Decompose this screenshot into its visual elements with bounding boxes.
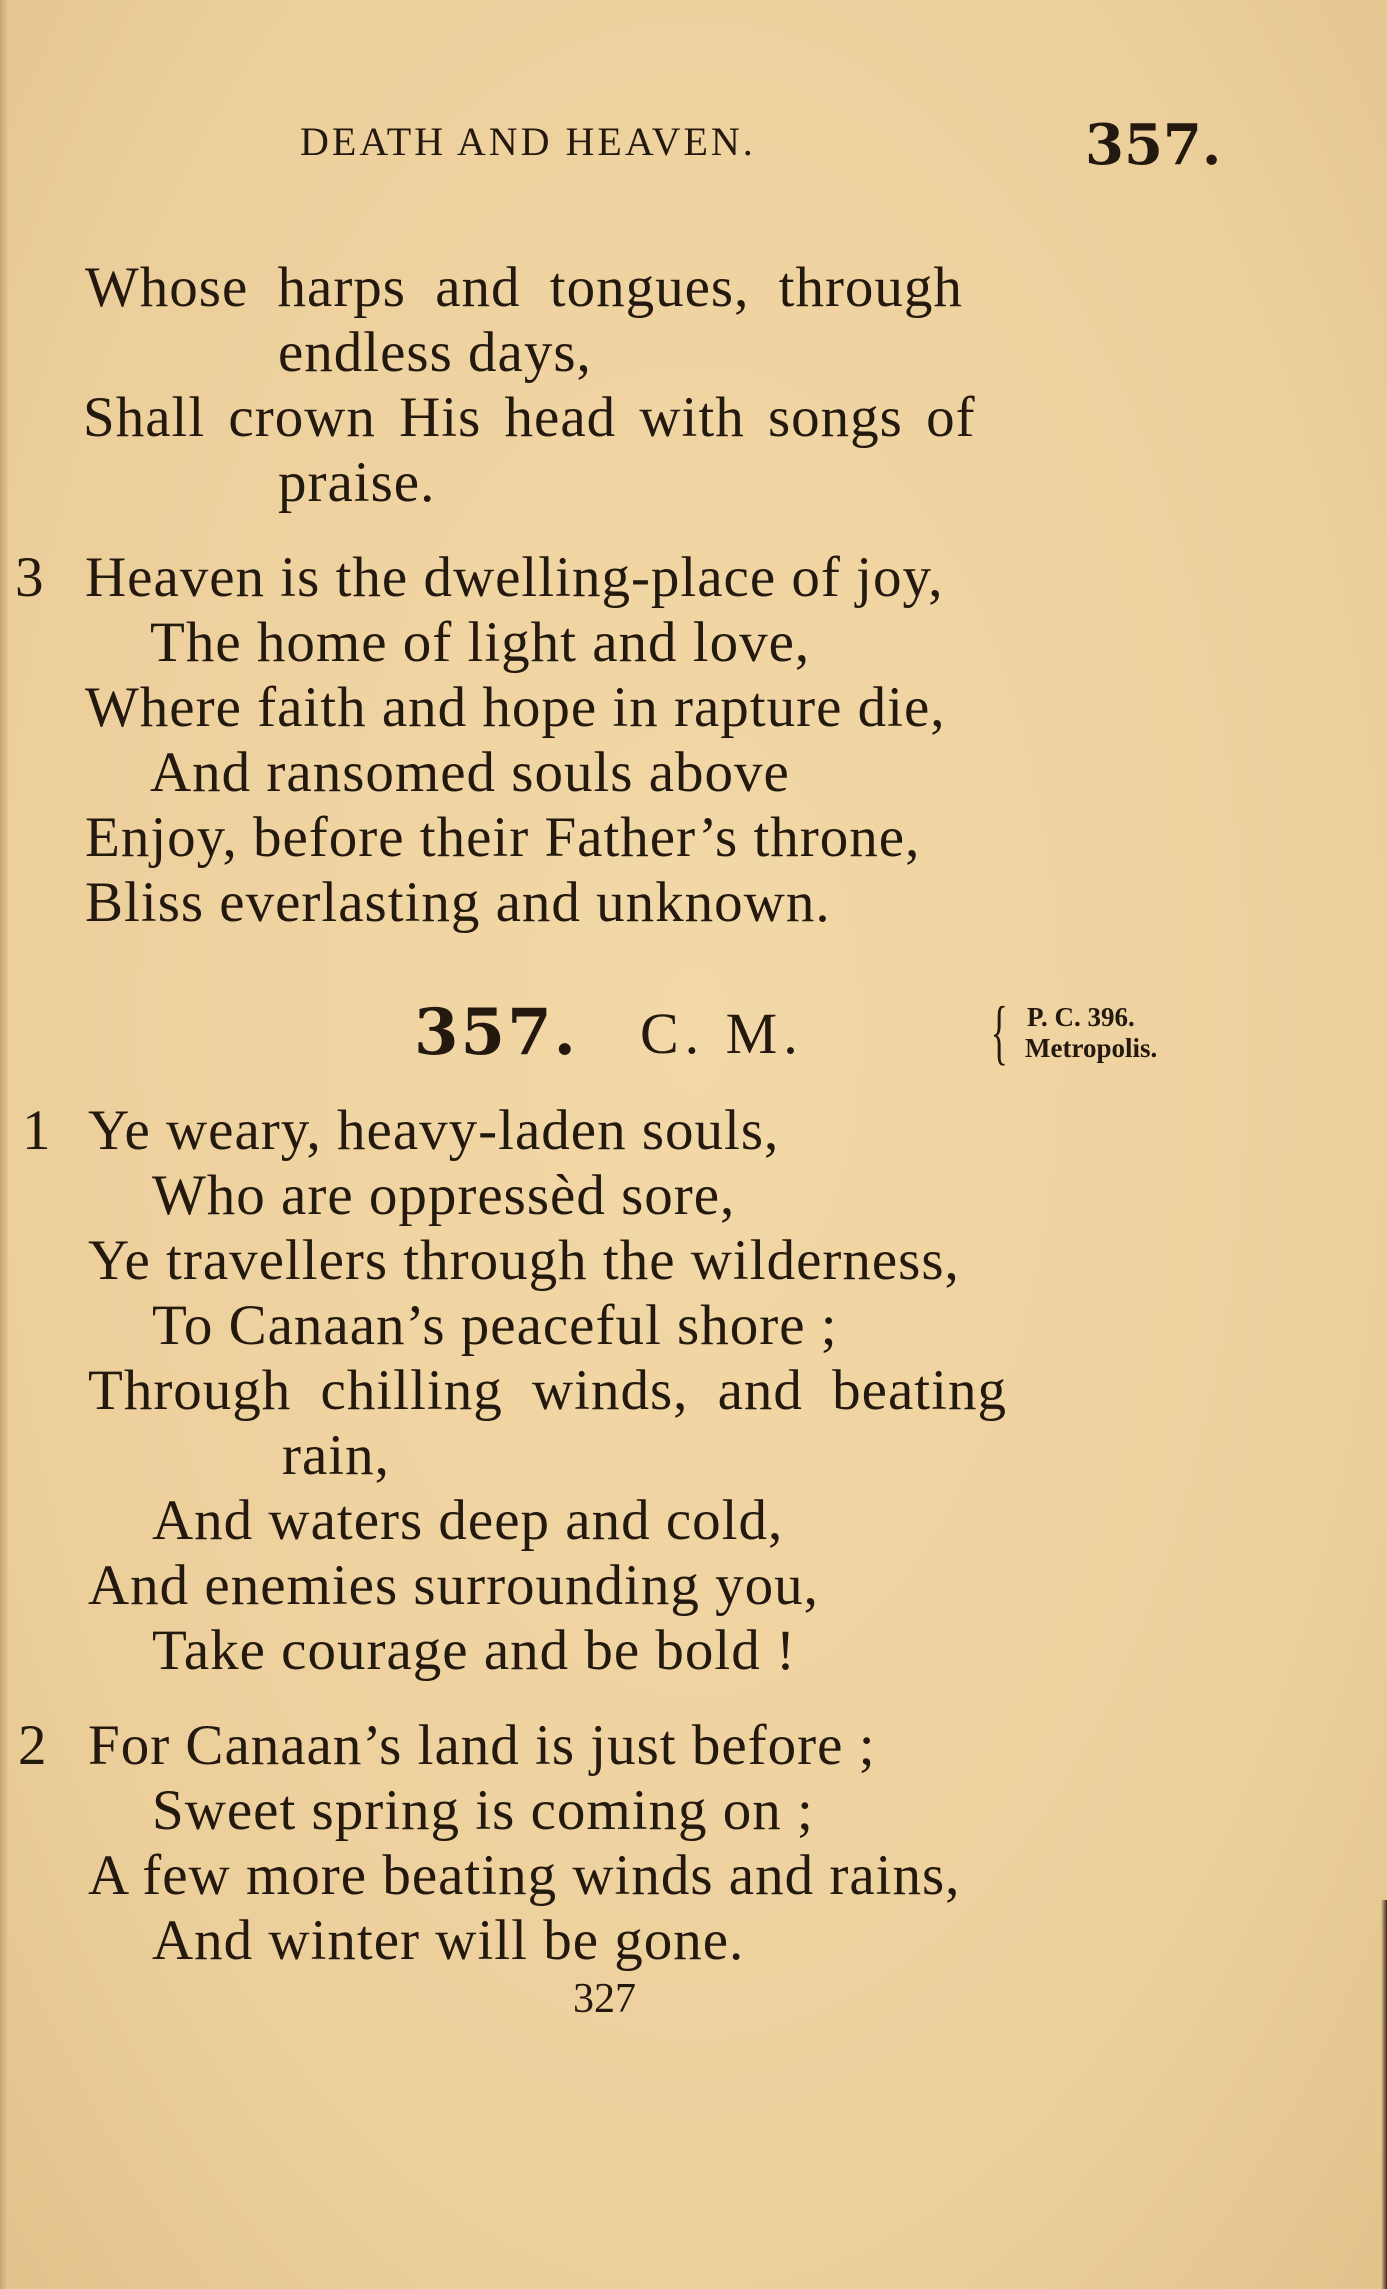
page-left-edge (0, 0, 8, 2289)
verse-line: Bliss everlasting and unknown. (85, 871, 831, 934)
verse-number: 3 (15, 546, 44, 609)
verse-line: For Canaan’s land is just before ; (88, 1714, 876, 1777)
verse-line: The home of light and love, (150, 611, 811, 674)
page-number: 327 (573, 1976, 636, 2022)
verse-line: Who are oppressèd sore, (152, 1164, 736, 1227)
verse-line: And enemies surrounding you, (88, 1554, 819, 1617)
verse-line: Sweet spring is coming on ; (152, 1779, 814, 1842)
tune-reference (1025, 1002, 1157, 1064)
tune-ref-collection: P. C. 396. (1027, 1002, 1135, 1032)
page-right-edge (1381, 1900, 1387, 2289)
verse-line: endless days, (278, 321, 592, 384)
verse-line: Whose harps and tongues, through (85, 256, 963, 319)
verse-number: 1 (22, 1099, 51, 1162)
verse-line: And ransomed souls above (150, 741, 790, 804)
verse-line: Heaven is the dwelling-place of joy, (85, 546, 944, 609)
verse-line: Where faith and hope in rapture die, (85, 676, 946, 739)
verse-line: And winter will be gone. (152, 1909, 745, 1972)
verse-line: Ye travellers through the wilderness, (88, 1229, 960, 1292)
verse-line: To Canaan’s peaceful shore ; (152, 1294, 838, 1357)
verse-number: 2 (18, 1714, 47, 1777)
hymn-number: 357. (414, 995, 578, 1070)
brace-glyph: { (990, 992, 1008, 1072)
verse-line: Take courage and be bold ! (152, 1619, 796, 1682)
verse-line: And waters deep and cold, (152, 1489, 784, 1552)
verse-line: A few more beating winds and rains, (88, 1844, 961, 1907)
verse-line: Ye weary, heavy-laden souls, (88, 1099, 780, 1162)
hymn-meter: C. M. (640, 1001, 804, 1066)
header-hymn-number: 357. (1085, 112, 1222, 178)
running-title: DEATH AND HEAVEN. (300, 119, 756, 164)
verse-line: Enjoy, before their Father’s throne, (85, 806, 921, 869)
tune-name: Metropolis. (1025, 1033, 1158, 1063)
verse-line: praise. (278, 451, 436, 514)
verse-line: Through chilling winds, and beating (88, 1359, 1007, 1422)
verse-line: rain, (282, 1424, 390, 1487)
verse-line: Shall crown His head with songs of (83, 386, 976, 449)
